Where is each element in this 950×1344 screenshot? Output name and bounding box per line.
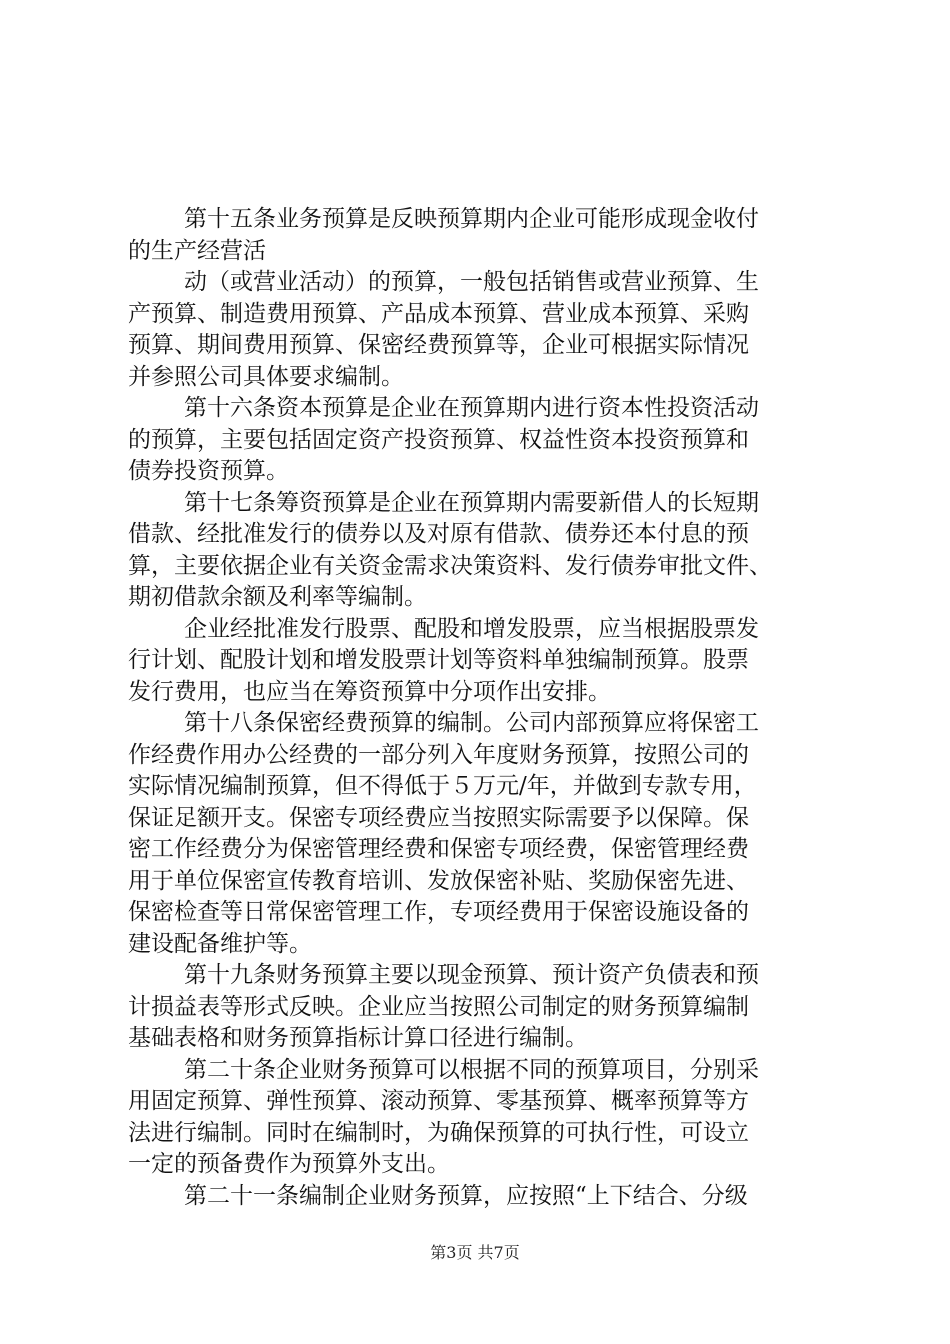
text-line: 保密检查等日常保密管理工作，专项经费用于保密设施设备的 bbox=[128, 899, 749, 925]
text-line: 用于单位保密宣传教育培训、发放保密补贴、奖励保密先进、 bbox=[128, 867, 749, 894]
text-line: 预算、期间费用预算、保密经费预算等，企业可根据实际情况 bbox=[128, 332, 749, 358]
page-number-label: 第3页 共7页 bbox=[430, 1243, 520, 1262]
text-line: 基础表格和财务预算指标计算口径进行编制。 bbox=[128, 1025, 588, 1051]
text-line: 并参照公司具体要求编制。 bbox=[128, 363, 404, 390]
text-line: 保证足额开支。保密专项经费应当按照实际需要予以保障。保 bbox=[128, 804, 749, 831]
text-line: 动（或营业活动）的预算，一般包括销售或营业预算、生 bbox=[184, 269, 759, 295]
text-line: 第二十一条编制企业财务预算，应按照“上下结合、分级 bbox=[184, 1182, 748, 1209]
text-line: 作经费作用办公经费的一部分列入年度财务预算，按照公司的 bbox=[128, 741, 749, 768]
text-line: 产预算、制造费用预算、产品成本预算、营业成本预算、采购 bbox=[128, 300, 749, 327]
text-line: 用固定预算、弹性预算、滚动预算、零基预算、概率预算等方 bbox=[128, 1088, 749, 1114]
text-line: 行计划、配股计划和增发股票计划等资料单独编制预算。股票 bbox=[128, 647, 749, 673]
text-line: 第十八条保密经费预算的编制。公司内部预算应将保密工 bbox=[184, 710, 759, 736]
text-line: 第二十条企业财务预算可以根据不同的预算项目，分别采 bbox=[184, 1056, 759, 1083]
text-line: 债券投资预算。 bbox=[128, 458, 289, 484]
text-line: 实际情况编制预算，但不得低于５万元/年，并做到专款专用， bbox=[128, 773, 757, 799]
text-line: 发行费用，也应当在筹资预算中分项作出安排。 bbox=[128, 678, 611, 705]
text-line: 一定的预备费作为预算外支出。 bbox=[128, 1151, 450, 1177]
text-line: 第十九条财务预算主要以现金预算、预计资产负债表和预 bbox=[184, 962, 759, 988]
text-line: 法进行编制。同时在编制时，为确保预算的可执行性，可设立 bbox=[128, 1119, 749, 1146]
text-line: 期初借款余额及利率等编制。 bbox=[128, 584, 427, 610]
text-line: 第十七条筹资预算是企业在预算期内需要新借人的长短期 bbox=[184, 489, 759, 516]
text-line: 的预算，主要包括固定资产投资预算、权益性资本投资预算和 bbox=[128, 426, 749, 453]
text-line: 第十五条业务预算是反映预算期内企业可能形成现金收付 bbox=[184, 206, 759, 232]
text-line: 借款、经批准发行的债券以及对原有借款、债券还本付息的预 bbox=[128, 521, 749, 547]
text-line: 密工作经费分为保密管理经费和保密专项经费，保密管理经费 bbox=[128, 836, 749, 862]
text-line: 建设配备维护等。 bbox=[128, 930, 312, 957]
text-line: 第十六条资本预算是企业在预算期内进行资本性投资活动 bbox=[184, 395, 759, 421]
document-body bbox=[128, 204, 838, 1212]
text-line: 计损益表等形式反映。企业应当按照公司制定的财务预算编制 bbox=[128, 993, 749, 1020]
text-line: 企业经批准发行股票、配股和增发股票，应当根据股票发 bbox=[184, 615, 759, 642]
text-line: 算，主要依据企业有关资金需求决策资料、发行债券审批文件、 bbox=[128, 552, 772, 579]
text-line: 的生产经营活 bbox=[128, 237, 266, 264]
page-footer bbox=[0, 1240, 950, 1263]
